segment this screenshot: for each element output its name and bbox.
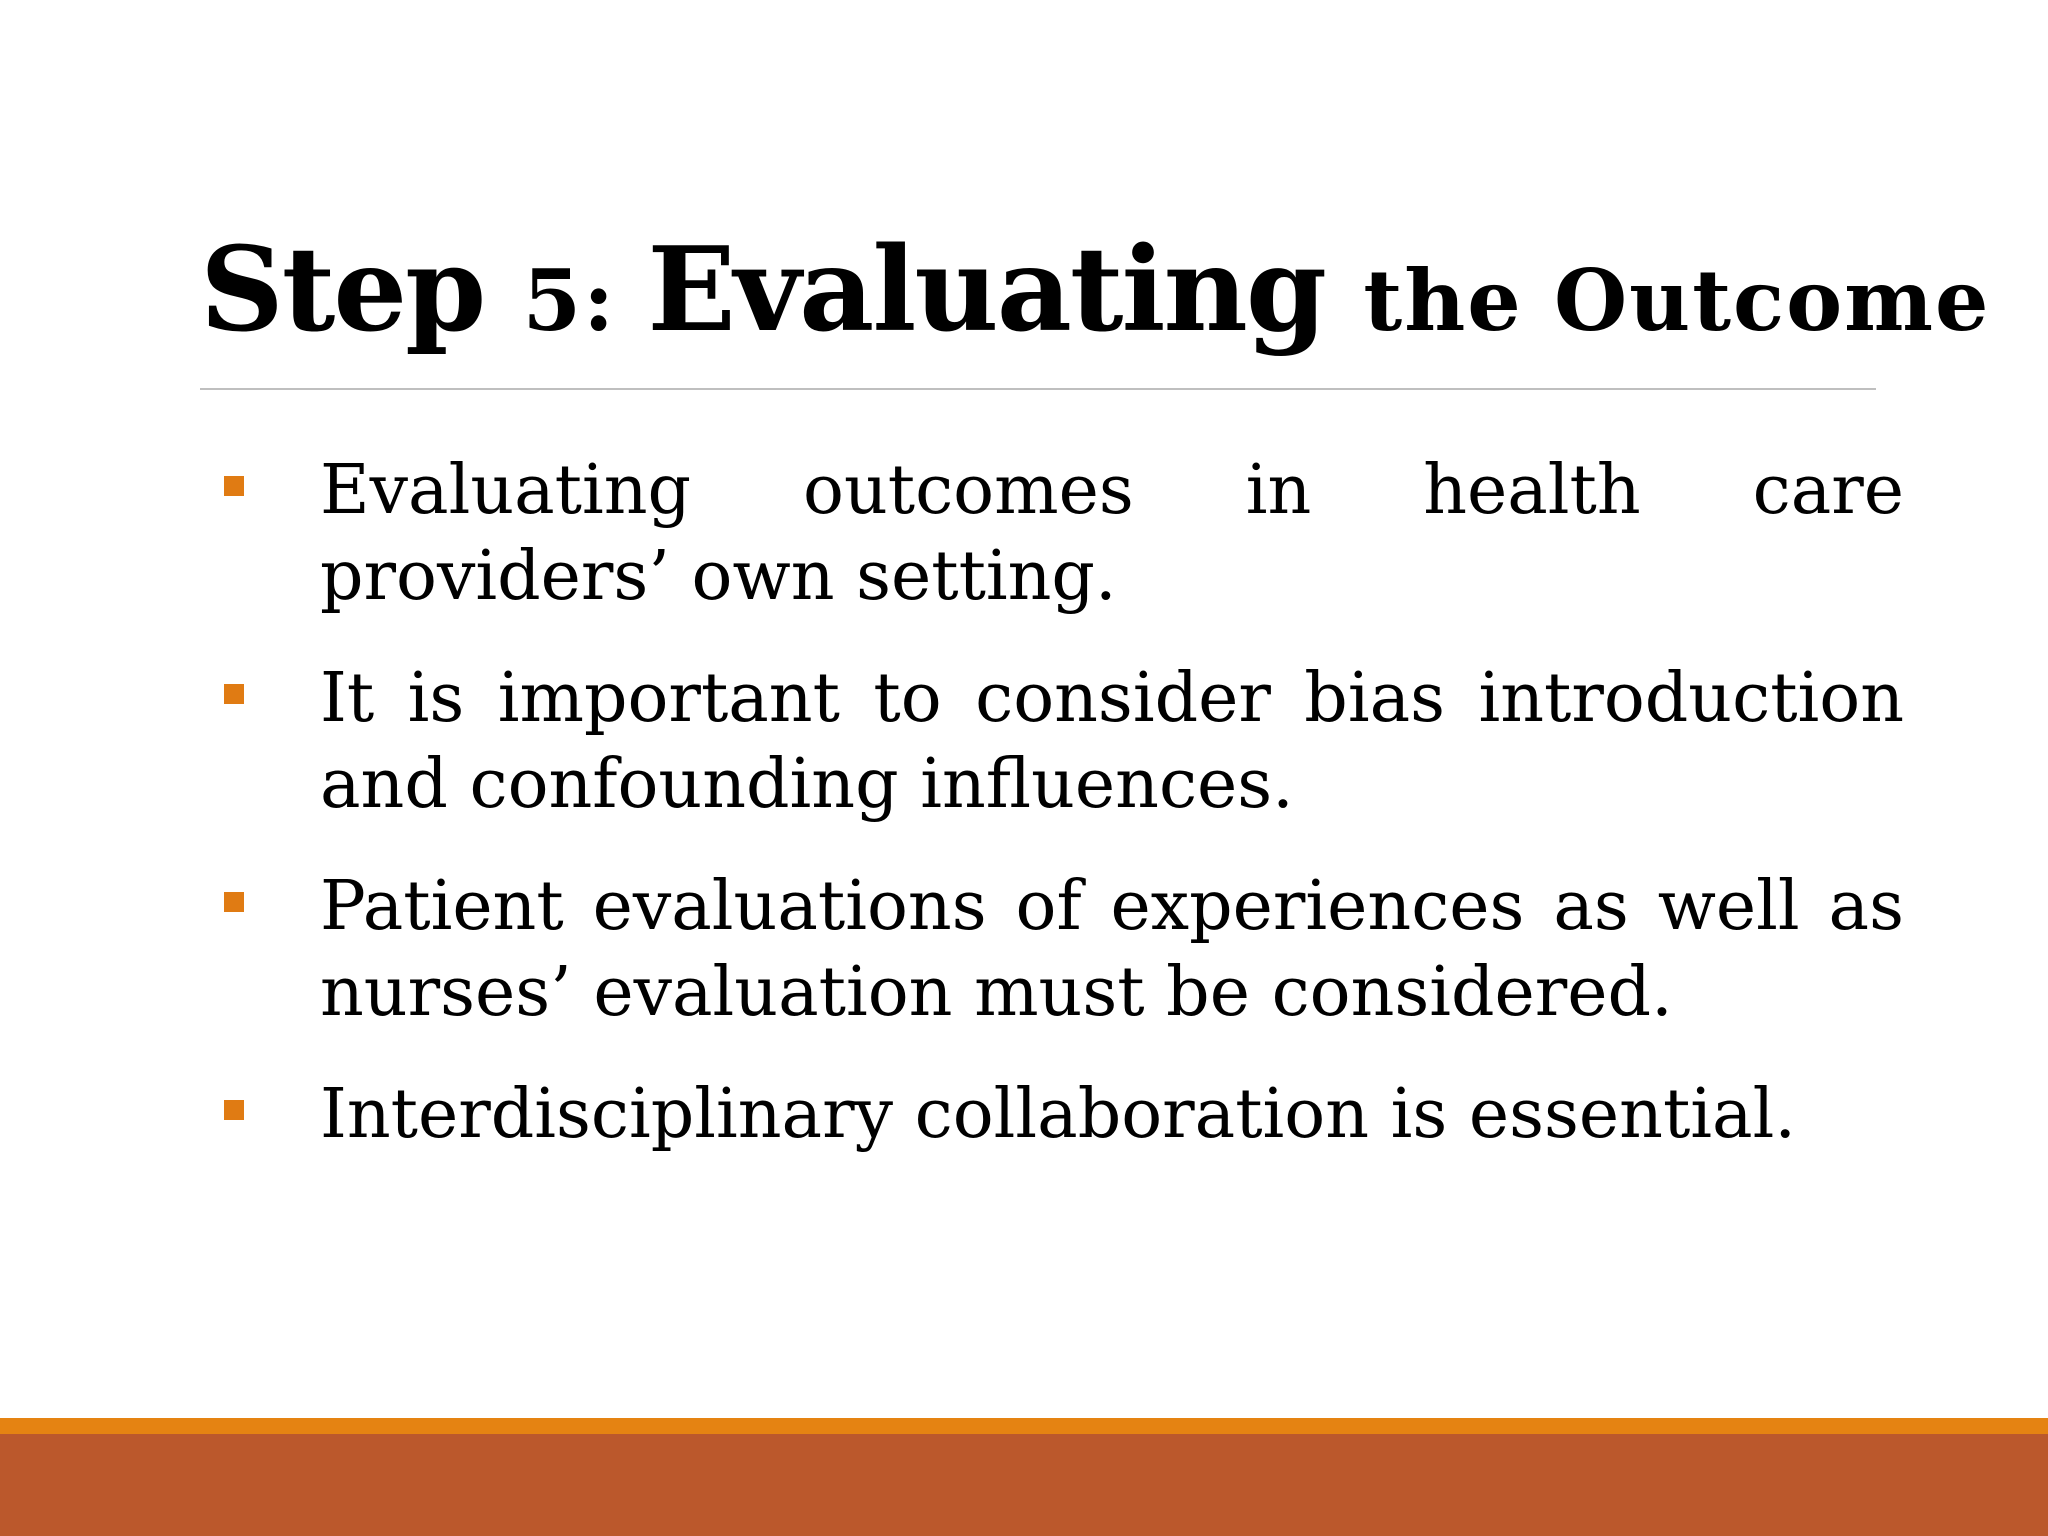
- bullet-item: [224, 1072, 1904, 1158]
- square-bullet-icon: [224, 476, 244, 496]
- bullet-item: [224, 448, 1904, 620]
- square-bullet-icon: [224, 1100, 244, 1120]
- title-divider: [200, 388, 1876, 390]
- bullet-text: It is important to consider bias introduction and confounding influences.: [320, 659, 1904, 824]
- bullet-text: Patient evaluations of experiences as well as nurses’ evaluation must be considered.: [320, 867, 1904, 1032]
- title-step: Step: [200, 222, 523, 358]
- title-evaluating: Evaluating: [647, 222, 1364, 358]
- bullet-text: Evaluating outcomes in health care providers’ own setting.: [320, 451, 1904, 616]
- title-number: 5:: [522, 251, 648, 350]
- bullet-list: [224, 448, 1904, 1194]
- bullet-item: [224, 864, 1904, 1036]
- square-bullet-icon: [224, 892, 244, 912]
- bullet-text: Interdisciplinary collaboration is essential.: [320, 1075, 1796, 1154]
- square-bullet-icon: [224, 684, 244, 704]
- bullet-item: [224, 656, 1904, 828]
- footer-accent-stripe: [0, 1418, 2048, 1434]
- footer-band: [0, 1434, 2048, 1536]
- slide-title: [200, 215, 1991, 365]
- title-outcome: the Outcome: [1363, 251, 1991, 350]
